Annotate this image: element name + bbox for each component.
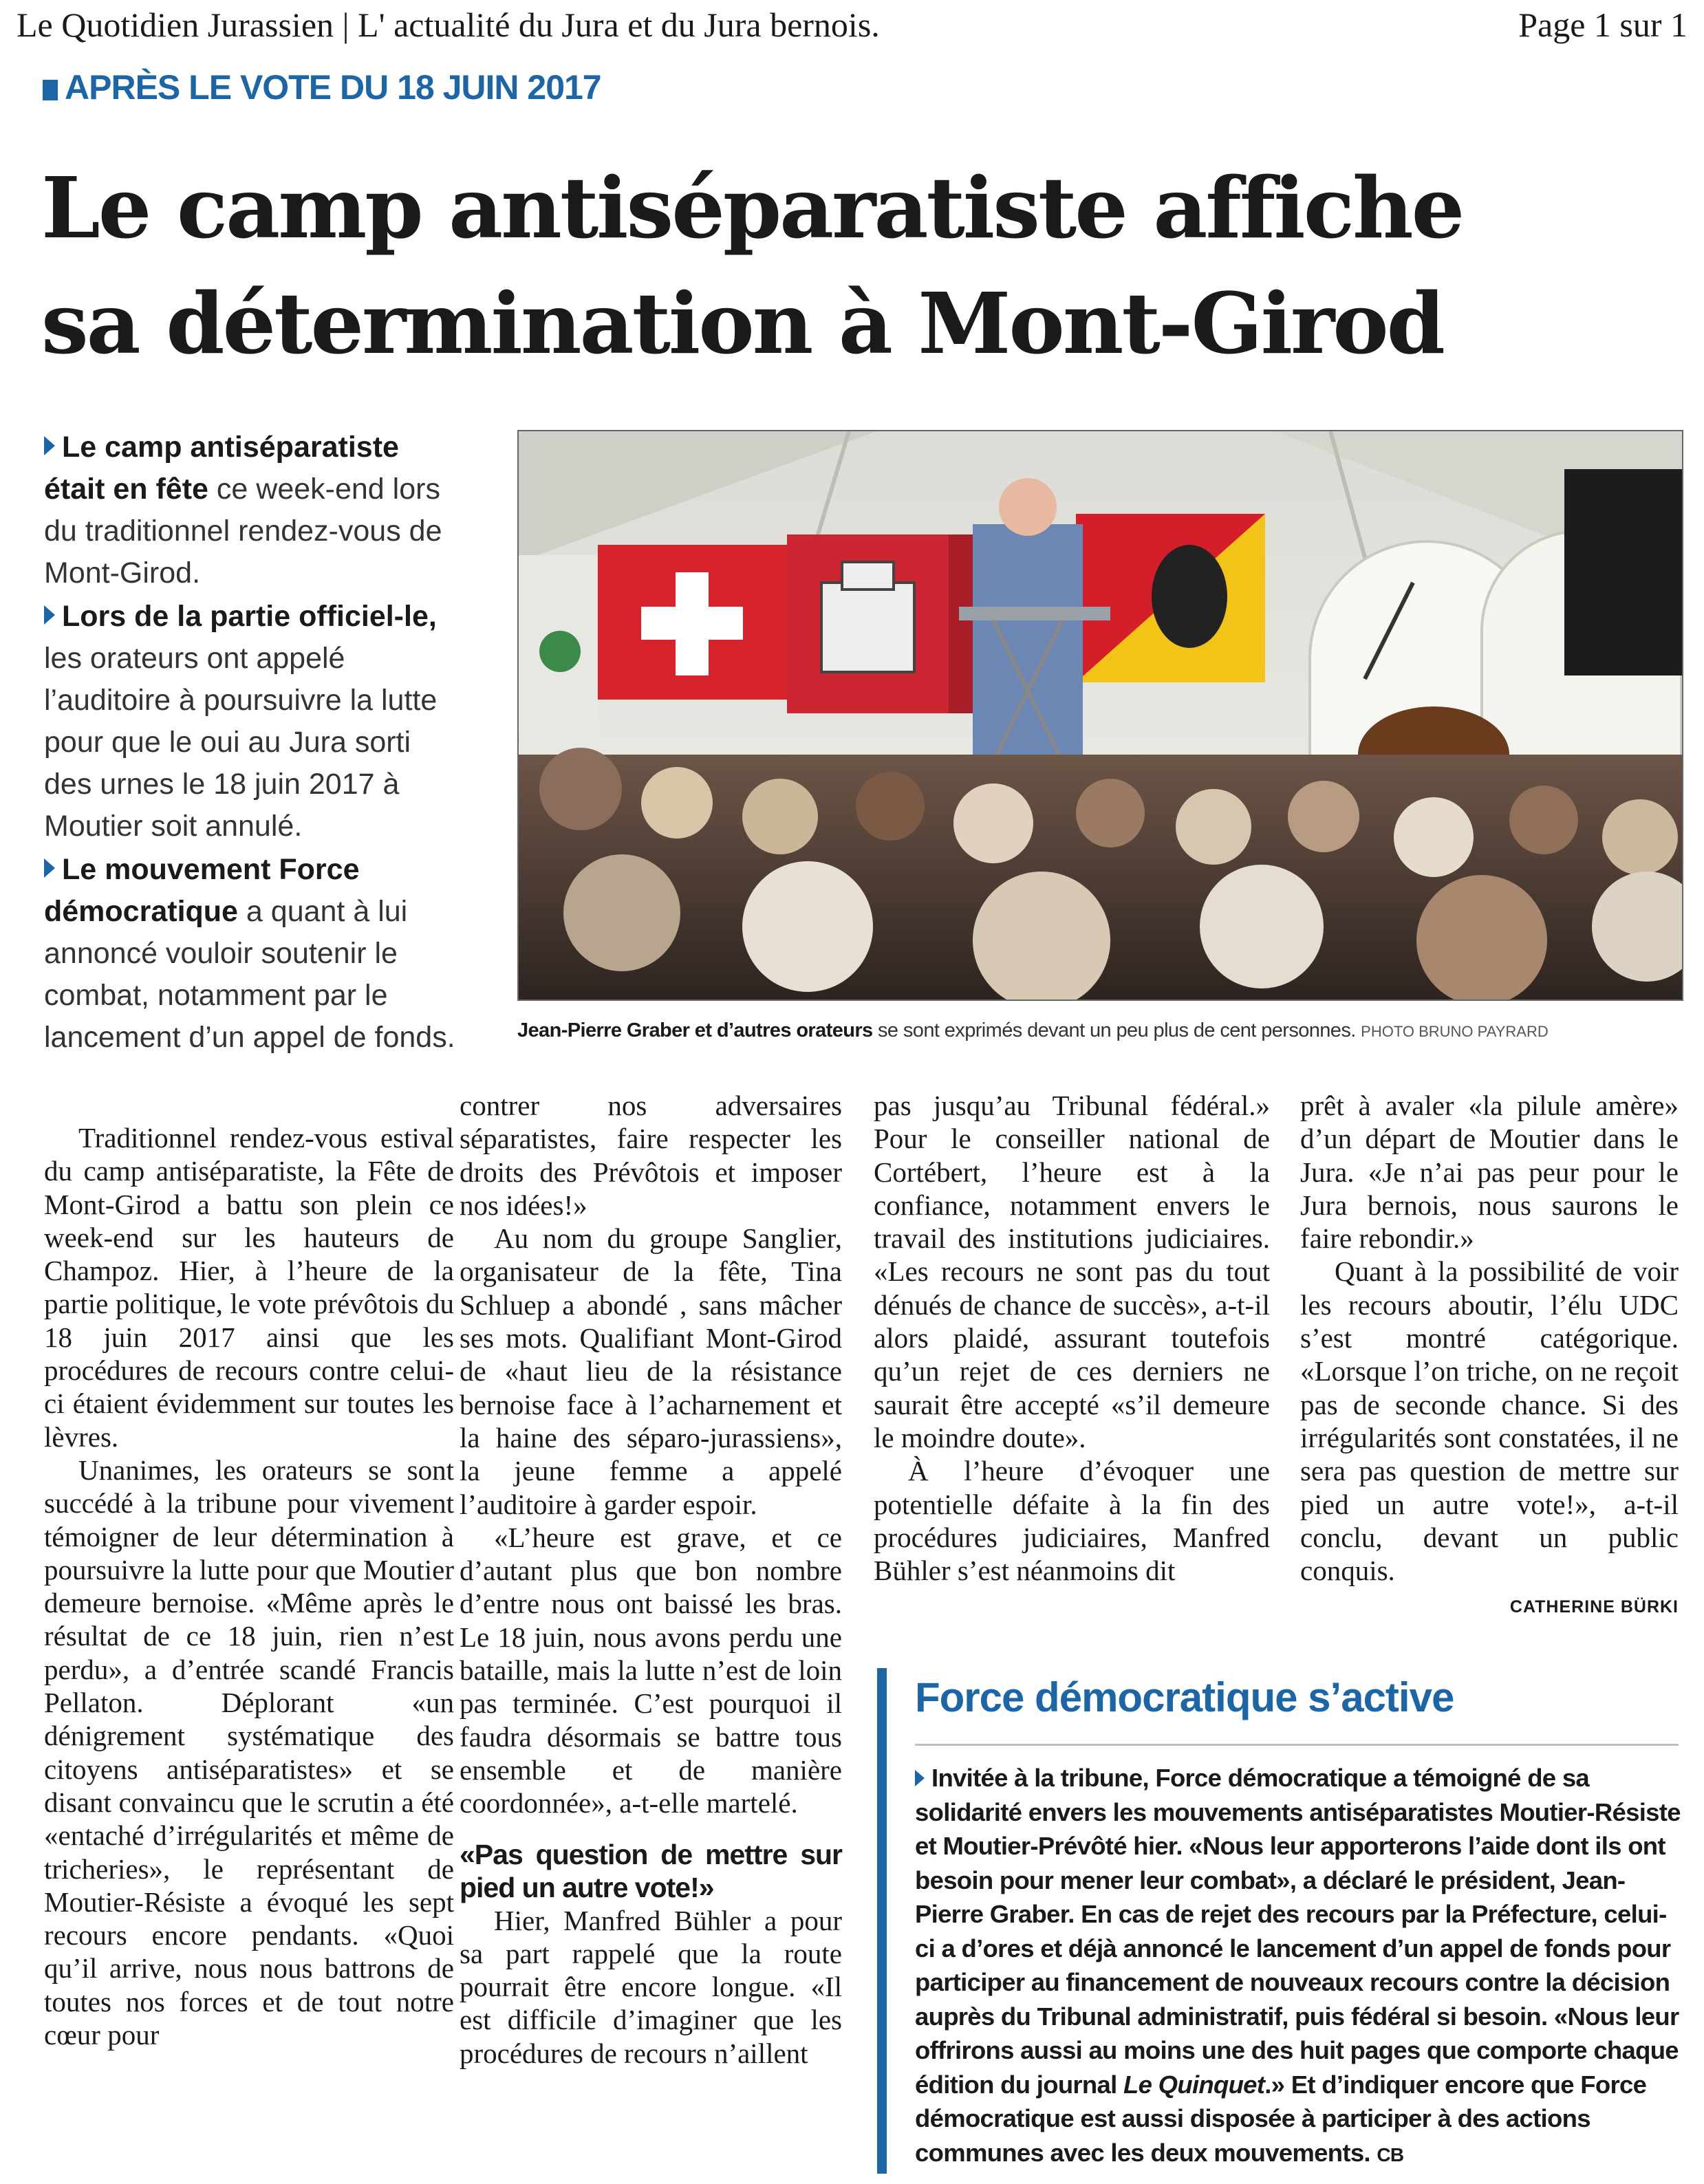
sidebar-text-part: .» Et d’indiquer encore que Force démocratique est aussi disposée à participer à des actions communes avec les deux mouvements. [915,2070,1647,2167]
lead-bold: Le mouvement Force démocratique [44,853,360,928]
lead-item [44,596,457,847]
sidebar-title: Force démocratique s’active [915,1674,1454,1720]
lead-text: les orateurs ont appelé l’auditoire à poursuivre la lutte pour que le oui au Jura sorti des urnes le 18 juin 2017 à Moutier soit annulé. [44,642,438,843]
body-paragraph: Traditionnel rendez-vous estival du camp antiséparatiste, la Fête de Mont-Girod a battu son plein ce week-end sur les hauteurs de Champoz. Hier, à l’heure de la partie politique, le vote prévôtois du 18 juin 2017 ainsi que les procédures de recours contre celui-ci étaient évidemment sur toutes les lèvres. [44,1122,454,1453]
caption-bold: Jean-Pierre Graber et d’autres orateurs [517,1019,873,1041]
body-paragraph: À l’heure d’évoquer une potentielle défaite à la fin des procédures judiciaires, Manfred Bühler s’est néanmoins dit [874,1455,1270,1587]
tent-event-photo-icon [519,431,1683,1001]
lead-bold: Le camp antiséparatiste était en fête [44,431,399,506]
page-info: Page 1 sur 1 [1518,6,1687,44]
lead-item [44,426,457,594]
body-column-2 [460,1089,842,2070]
lead-item [44,849,457,1059]
caption-text: se sont exprimés devant un peu plus de cent personnes. [872,1019,1356,1041]
triangle-bullet-icon [44,436,55,455]
lead-text: a quant à lui annoncé vouloir soutenir le combat, notamment par le lancement d’un appel de fonds. [44,895,455,1054]
headline [41,150,1624,381]
sidebar-text [915,1761,1682,2172]
kicker-text: APRÈS LE VOTE DU 18 JUIN 2017 [65,68,601,107]
lead-summary [44,426,457,1060]
article-photo [517,430,1683,1001]
body-paragraph: Hier, Manfred Bühler a pour sa part rappelé que la route pourrait être encore longue. «Il est difficile d’imaginer que les procédures de recours n’aillent [460,1904,842,2069]
lead-text: ce week-end lors du traditionnel rendez-vous de Mont-Girod. [44,473,442,590]
triangle-bullet-icon [44,858,55,878]
site-title: Le Quotidien Jurassien | L' actualité du Jura et du Jura bernois. [17,6,880,44]
photo-credit: PHOTO BRUNO PAYRARD [1361,1023,1549,1040]
body-paragraph: Au nom du groupe Sanglier, organisateur de la fête, Tina Schluep a abondé , sans mâcher ses mots. Qualifiant Mont-Girod de «haut lieu de la résistance bernoise face à l’acharnement et la haine des séparo-jurassiens», la jeune femme a appelé l’auditoire à garder espoir. [460,1222,842,1520]
triangle-bullet-icon [44,605,55,625]
headline-line-1: Le camp antiséparatiste affiche [41,158,1463,257]
body-column-1 [44,1121,454,2051]
sidebar-divider [915,1744,1679,1746]
triangle-bullet-icon [915,1770,925,1786]
body-paragraph: prêt à avaler «la pilule amère» d’un départ de Moutier dans le Jura. «Je n’ai pas peur pour le Jura bernois, nous saurons le faire rebondir.» [1300,1090,1679,1255]
body-paragraph: contrer nos adversaires séparatistes, faire respecter les droits des Prévôtois et imposer nos idées!» [460,1090,842,1221]
author-byline: CATHERINE BÜRKI [1509,1597,1679,1617]
sidebar-signature: CB [1377,2143,1404,2165]
body-paragraph: Quant à la possibilité de voir les recours aboutir, l’élu UDC s’est montré catégorique. «Lorsque l’on triche, on ne reçoit pas de seconde chance. Si des irrégularités sont constatées, il ne sera pas question de mettre sur pied un autre vote!», a-t-il conclu, devant un public conquis. [1300,1255,1679,1587]
body-paragraph: pas jusqu’au Tribunal fédéral.» Pour le conseiller national de Cortébert, l’heure est à la confiance, notamment envers le travail des institutions judiciaires. «Les recours ne sont pas du tout dénués de chance de succès», a-t-il alors plaidé, assurant toutefois qu’un rejet de ces derniers ne saurait être accepté «s’il demeure le moindre doute». [874,1090,1270,1453]
body-paragraph: «L’heure est grave, et ce d’autant plus que bon nombre d’entre nous ont baissé les bras. Le 18 juin, nous avons perdu une bataille, mais la lutte n’est de loin pas terminée. C’est pourquoi il faudra désormais se battre tous ensemble et de manière coordonnée», a-t-elle martelé. [460,1521,842,1819]
subhead: «Pas question de mettre sur pied un autre vote!» [460,1838,842,1903]
headline-line-2: sa détermination à Mont-Girod [41,274,1443,373]
sidebar-text-part: Invitée à la tribune, Force démocratique a témoigné de sa solidarité envers les mouvements antiséparatistes Moutier-Résiste et Moutier-Prévôté hier. «Nous leur apporterons l’aide dont ils ont besoin pour mener leur combat», a déclaré le président, Jean-Pierre Graber. En cas de rejet des recours par la Préfecture, celui-ci a d’ores et déjà annoncé le lancement d’un appel de fonds pour participer au financement de nouveaux recours contre la décision auprès du Tribunal administratif, puis fédéral si besoin. «Nous leur offrirons aussi au moins une des huit pages que comporte chaque édition du journal [915,1764,1681,2099]
sidebar-accent-bar [877,1668,887,2174]
kicker [43,66,601,109]
photo-caption [517,1017,1683,1046]
lead-bold: Lors de la partie officiel-le, [62,600,437,633]
body-column-3 [874,1089,1270,1587]
kicker-square-icon [43,80,58,100]
body-paragraph: Unanimes, les orateurs se sont succédé à la tribune pour vivement témoigner de leur détermination à poursuivre la lutte pour que Moutier demeure bernoise. «Même après le résultat de ce 18 juin, rien n’est perdu», a d’entrée scandé Francis Pellaton. Déplorant «un dénigrement systématique des citoyens antiséparatistes» et se disant convaincu que le scrutin a été «entaché d’irrégularités et même de tricheries», le représentant de Moutier-Résiste a évoqué les sept recours encore pendants. «Quoi qu’il arrive, nous nous battrons de toutes nos forces et de tout notre cœur pour [44,1453,454,2051]
sidebar-newspaper-name: Le Quinquet [1123,2070,1265,2099]
body-column-4 [1300,1089,1679,1587]
